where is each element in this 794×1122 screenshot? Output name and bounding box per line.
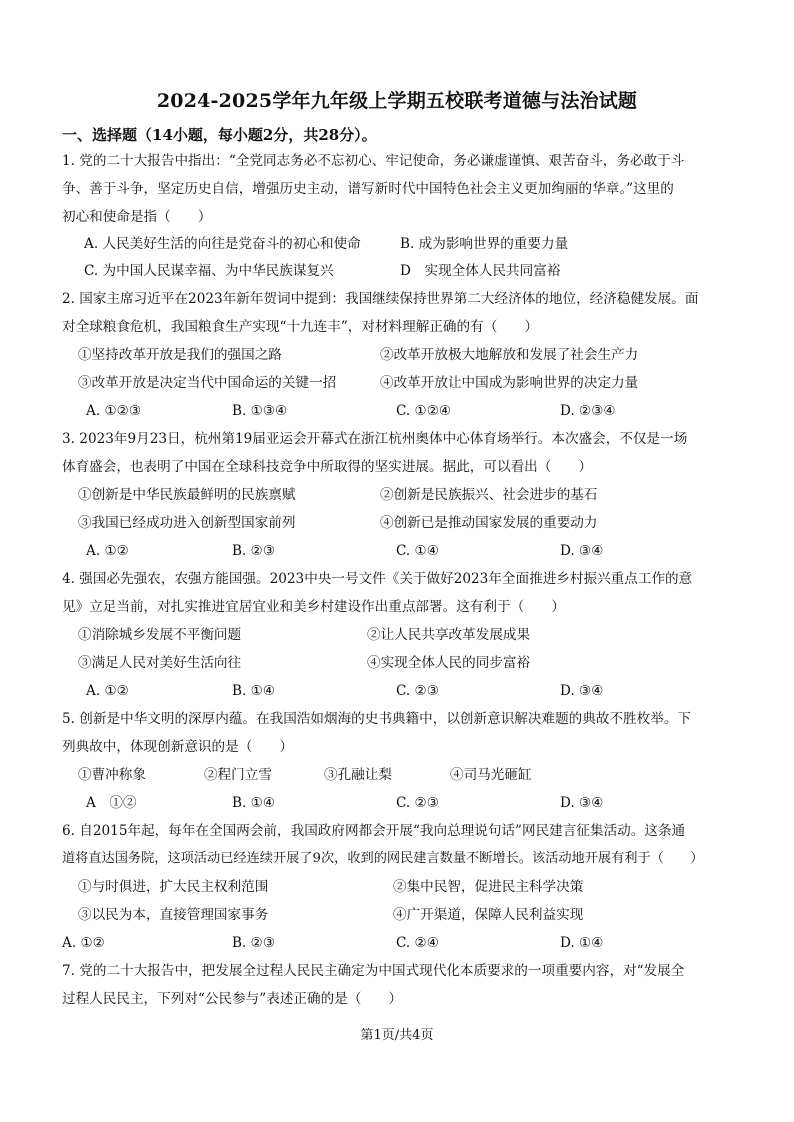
q3-statement-1: ①创新是中华民族最鲜明的民族禀赋	[78, 487, 296, 503]
q5-option-d: D. ③④	[560, 795, 604, 811]
q6-option-a: A. ①②	[62, 935, 105, 951]
q5-statement-3: ③孔融让梨	[324, 767, 392, 783]
q1-option-b: B. 成为影响世界的重要力量	[400, 236, 569, 252]
q2-option-c: C. ①②④	[396, 403, 452, 419]
q1-stem-line: 初心和使命是指（ ）	[62, 209, 212, 225]
q5-option-a: A ①②	[86, 795, 137, 811]
q5-stem-line: 5. 创新是中华文明的深厚内蕴。在我国浩如烟海的史书典籍中，以创新意识解决难题的典故不胜枚举。下	[62, 711, 692, 727]
q7-stem-line: 过程人民民主，下列对“公民参与”表述正确的是（ ）	[62, 991, 403, 1007]
q2-stem-line: 对全球粮食危机，我国粮食生产实现“十九连丰”，对材料理解正确的有（ ）	[62, 319, 539, 335]
q2-statement-4: ④改革开放让中国成为影响世界的决定力量	[380, 375, 639, 391]
q1-stem-line: 争、善于斗争，坚定历史自信，增强历史主动，谱写新时代中国特色社会主义更加绚丽的华章。”这里的	[62, 181, 674, 197]
q2-statement-3: ③改革开放是决定当代中国命运的关键一招	[78, 375, 337, 391]
q5-statement-4: ④司马光砸缸	[450, 767, 532, 783]
q6-stem-line: 道将直达国务院，这项活动已经连续开展了9次，收到的网民建言数量不断增长。该活动地开展有利于（ ）	[62, 851, 704, 866]
q1-option-c: C. 为中国人民谋幸福、为中华民族谋复兴	[84, 263, 334, 279]
section-heading: 一、选择题（14小题，每小题2分，共28分）。	[62, 126, 377, 144]
q6-statement-4: ④广开渠道，保障人民利益实现	[393, 907, 584, 923]
q6-statement-3: ③以民为本，直接管理国家事务	[78, 907, 269, 923]
q4-option-c: C. ②③	[396, 683, 439, 699]
q5-option-c: C. ②③	[396, 795, 439, 811]
q2-stem-line: 2. 国家主席习近平在2023年新年贺词中提到：我国继续保持世界第二大经济体的地位，经济稳健发展。面	[62, 291, 699, 307]
q3-statement-3: ③我国已经成功进入创新型国家前列	[78, 515, 296, 531]
exam-title: 2024-2025学年九年级上学期五校联考道德与法治试题	[156, 90, 638, 112]
q5-statement-2: ②程门立雪	[204, 767, 272, 783]
q1-option-a: A. 人民美好生活的向往是党奋斗的初心和使命	[84, 236, 361, 252]
q4-statement-2: ②让人民共享改革发展成果	[367, 627, 531, 643]
q6-stem-line: 6. 自2015年起，每年在全国两会前，我国政府网都会开展“我向总理说句话”网民建言征集活动。这条通	[62, 823, 686, 839]
q3-option-b: B. ②③	[232, 543, 276, 559]
q4-option-b: B. ①④	[232, 683, 276, 699]
q3-option-d: D. ③④	[560, 543, 604, 559]
q1-option-d: D 实现全体人民共同富裕	[400, 263, 561, 279]
q4-statement-4: ④实现全体人民的同步富裕	[367, 655, 531, 671]
q4-option-a: A. ①②	[86, 683, 129, 699]
q2-statement-2: ②改革开放极大地解放和发展了社会生产力	[380, 347, 639, 363]
q6-option-d: D. ①④	[560, 935, 604, 951]
q6-option-b: B. ②③	[232, 935, 276, 951]
q4-option-d: D. ③④	[560, 683, 604, 699]
q3-statement-2: ②创新是民族振兴、社会进步的基石	[380, 487, 598, 503]
q4-stem-line: 4. 强国必先强农，农强方能国强。2023中央一号文件《关于做好2023年全面推进乡村振兴重点工作的意	[62, 571, 693, 587]
q6-statement-2: ②集中民智，促进民主科学决策	[393, 879, 584, 895]
q3-stem-line: 3. 2023年9月23日，杭州第19届亚运会开幕式在浙江杭州奥体中心体育场举行。本次盛会，不仅是一场	[62, 431, 688, 447]
q3-option-a: A. ①②	[86, 543, 129, 559]
q4-stem-line: 见》立足当前，对扎实推进宜居宜业和美乡村建设作出重点部署。这有利于（ ）	[62, 599, 565, 615]
q2-statement-1: ①坚持改革开放是我们的强国之路	[78, 347, 282, 363]
q3-stem-line: 体育盛会，也表明了中国在全球科技竞争中所取得的坚实进展。据此，可以看出（ ）	[62, 459, 593, 475]
q6-statement-1: ①与时俱进，扩大民主权利范围	[78, 879, 269, 895]
q4-statement-1: ①消除城乡发展不平衡问题	[78, 627, 242, 643]
q5-option-b: B. ①④	[232, 795, 276, 811]
q3-option-c: C. ①④	[396, 543, 439, 559]
q6-option-c: C. ②④	[396, 935, 439, 951]
q3-statement-4: ④创新已是推动国家发展的重要动力	[380, 515, 598, 531]
q2-option-a: A. ①②③	[86, 403, 142, 419]
q5-stem-line: 列典故中，体现创新意识的是（ ）	[62, 739, 294, 755]
q7-stem-line: 7. 党的二十大报告中，把发展全过程人民民主确定为中国式现代化本质要求的一项重要内容，对“发展全	[62, 963, 685, 979]
page-footer: 第1页/共4页	[360, 1028, 434, 1043]
q2-option-d: D. ②③④	[560, 403, 616, 419]
q5-statement-1: ①曹冲称象	[78, 767, 146, 783]
q1-stem-line: 1. 党的二十大报告中指出：“全党同志务必不忘初心、牢记使命，务必谦虚谨慎、艰苦奋斗，务必敢于斗	[62, 153, 685, 169]
q2-option-b: B. ①③④	[232, 403, 288, 419]
q4-statement-3: ③满足人民对美好生活向往	[78, 655, 242, 671]
